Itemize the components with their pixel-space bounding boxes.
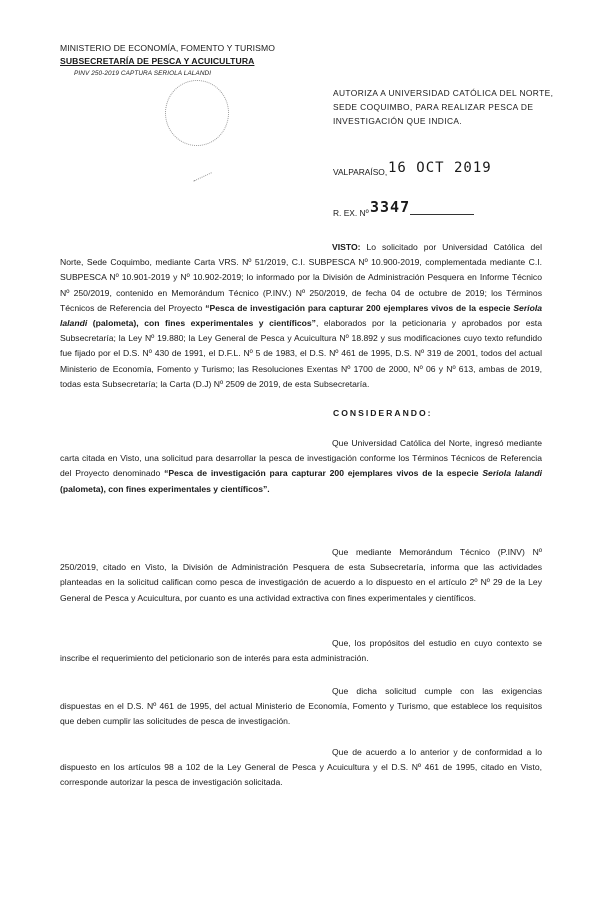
ministry-name: MINISTERIO DE ECONOMÍA, FOMENTO Y TURISMO xyxy=(60,43,275,53)
c2-text: Que mediante Memorándum Técnico (P.INV) Nº 250/2019, citado en Visto, la División de Administración Pesquera de esta Subsecretaría, informa que las actividades planteadas en la solicitud califican como pesca de investigación de acuerdo a lo dispuesto en el artículo 2º Nº 29 de la Ley General de Pesca y Acuicultura, por cuanto es una actividad extractiva con fines experimentales y científicos. xyxy=(60,547,542,603)
considerando-3 xyxy=(60,636,542,666)
official-seal-icon xyxy=(165,80,229,146)
visto-text: Lo solicitado por Universidad Católica del Norte, Sede Coquimbo, mediante Carta VRS. Nº 51/2019, C.I. SUBPESCA Nº 10.900-2019, complementada mediante C.I. SUBPESCA Nº 10.901-2019 y Nº 10.902-2019; lo informado por la División de Administración Pesquera en Informe Técnico Nº 250/2019, contenido en Memorándum Técnico (P.INV.) Nº 250/2019, de fecha 04 de octubre de 2019; los Términos Técnicos de Referencia del Proyecto xyxy=(60,242,542,313)
considerando-2 xyxy=(60,545,542,606)
signature-mark-icon xyxy=(188,161,212,181)
visto-project: “Pesca de investigación para capturar 200 ejemplares vivos de la especie xyxy=(205,302,514,313)
rex-label: R. EX. Nº xyxy=(333,208,369,218)
considerando-heading: CONSIDERANDO: xyxy=(333,408,433,418)
visto-text-2: , elaborados por la peticionaria y aprobados por esta Subsecretaría; la Ley Nº 19.880; la Ley General de Pesca y Acuicultura Nº 18.892 y sus modificaciones cuyo texto refundido fue fijado por el D.S. Nº 430 de 1991, el D.F.L. Nº 5 de 1983, el D.S. Nº 461 de 1995, D.S. Nº 319 de 2001, todos del actual Ministerio de Economía, Fomento y Turismo; las Resoluciones Exentas Nº 1700 de 2000, Nº 06 y Nº 613, ambas de 2019, todas esta Subsecretaría; la Carta (D.J) Nº 2509 de 2019, de esta Subsecretaría. xyxy=(60,318,542,389)
c5-text: Que de acuerdo a lo anterior y de conformidad a lo dispuesto en los artículos 98 a 102 de la Ley General de Pesca y Acuicultura y el D.S. Nº 461 de 1995, citado en Visto, corresponde autorizar la pesca de investigación solicitada. xyxy=(60,747,542,788)
visto-paragraph xyxy=(60,240,542,392)
reference-code: PINV 250-2019 CAPTURA SERIOLA LALANDI xyxy=(74,70,212,77)
c1-species: Seriola lalandi xyxy=(482,468,542,479)
c1-project-end: (palometa), con fines experimentales y científicos”. xyxy=(60,483,270,494)
subsecretaria-name: SUBSECRETARÍA DE PESCA Y ACUICULTURA xyxy=(60,56,255,66)
place-label: VALPARAÍSO, xyxy=(333,167,388,177)
date-stamp: 16 OCT 2019 xyxy=(388,160,492,176)
rex-underline xyxy=(410,214,474,215)
c1-project: “Pesca de investigación para capturar 200 ejemplares vivos de la especie xyxy=(164,468,483,479)
visto-label: VISTO: xyxy=(332,242,361,252)
rex-number: 3347 xyxy=(370,198,411,216)
visto-species: Seriola lalandi xyxy=(60,302,542,329)
resolution-summary: AUTORIZA A UNIVERSIDAD CATÓLICA DEL NORTE, SEDE COQUIMBO, PARA REALIZAR PESCA DE INVESTIGACIÓN QUE INDICA. xyxy=(333,88,554,126)
c3-text: Que, los propósitos del estudio en cuyo contexto se inscribe el requerimiento del peticionario son de interés para esta administración. xyxy=(60,638,542,664)
considerando-4 xyxy=(60,684,542,730)
considerando-1 xyxy=(60,436,542,497)
considerando-5 xyxy=(60,745,542,791)
c4-text: Que dicha solicitud cumple con las exigencias dispuestas en el D.S. Nº 461 de 1995, del actual Ministerio de Economía, Fomento y Turismo, que establece los requisitos que deben cumplir las solicitudes de pesca de investigación. xyxy=(60,686,542,727)
visto-project-end: (palometa), con fines experimentales y científicos” xyxy=(87,318,316,329)
c1-text: Que Universidad Católica del Norte, ingresó mediante carta citada en Visto, una solicitud para desarrollar la pesca de investigación conforme los Términos Técnicos de Referencia del Proyecto denominado xyxy=(60,438,542,479)
